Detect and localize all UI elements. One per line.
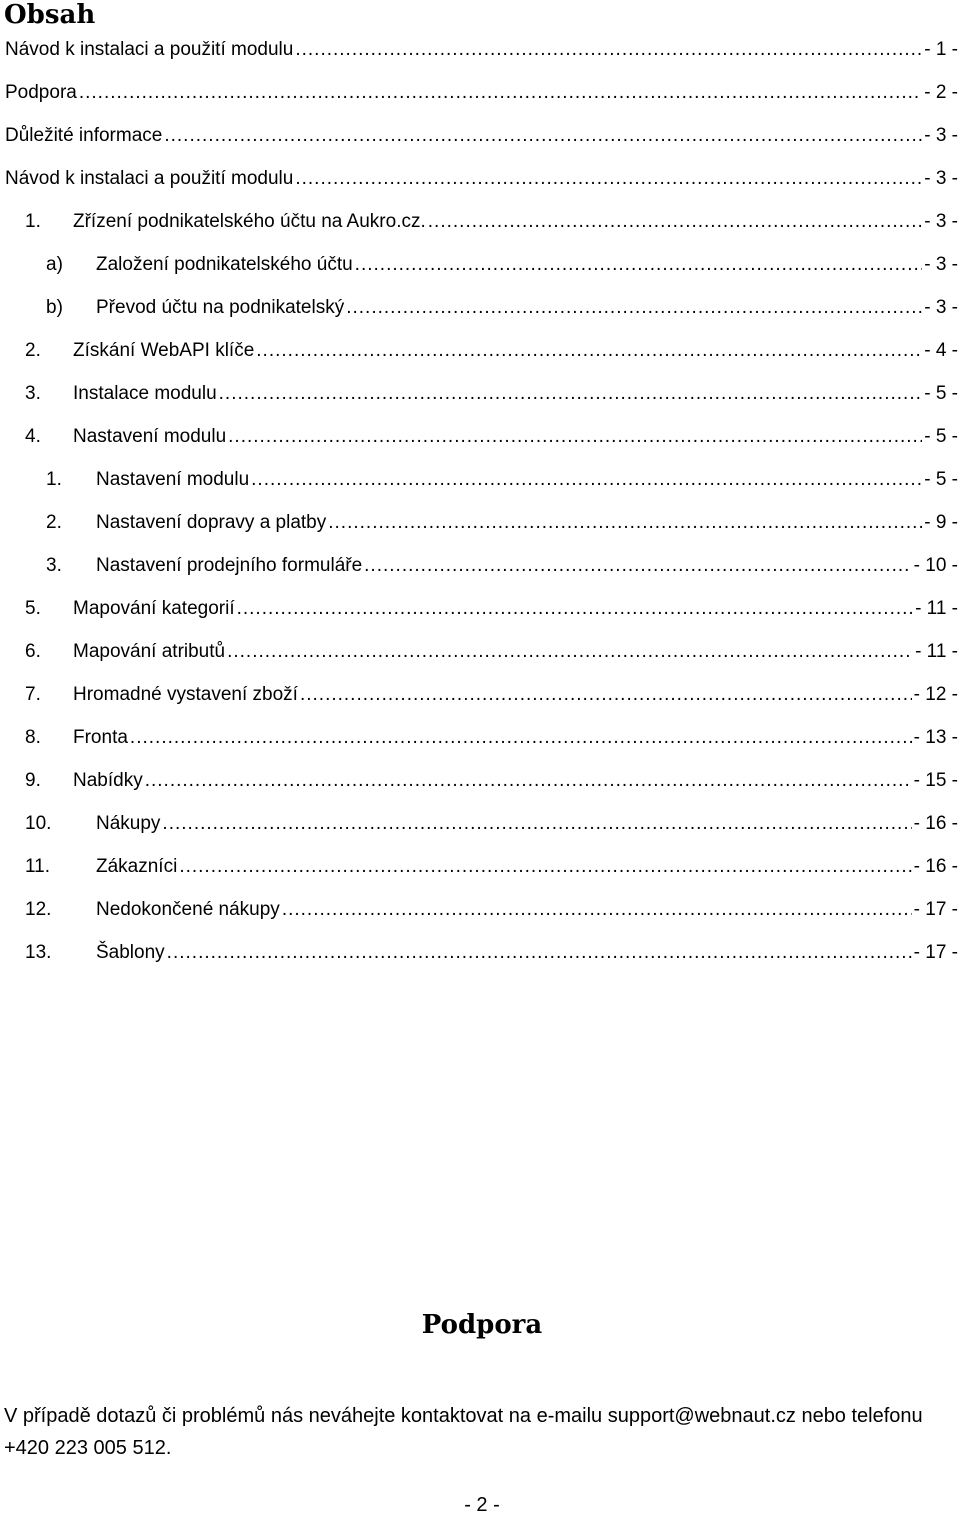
toc-leader-dots	[282, 896, 912, 924]
toc-entry-label: Nastavení prodejního formuláře	[96, 555, 363, 576]
toc-entry-label: Získání WebAPI klíče	[73, 340, 255, 361]
toc-entry-number: 1.	[25, 211, 41, 232]
toc-entry[interactable]	[0, 810, 958, 838]
toc-entry-label: Návod k instalaci a použití modulu	[5, 168, 294, 189]
toc-entry[interactable]	[0, 251, 958, 279]
toc-entry[interactable]	[0, 466, 958, 494]
toc-entry[interactable]	[0, 681, 958, 709]
toc-entry-number: 10.	[25, 813, 52, 834]
toc-entry-label: Fronta	[73, 727, 128, 748]
toc-leader-dots	[364, 552, 911, 580]
toc-entry-page: - 12 -	[913, 684, 958, 705]
toc-entry[interactable]	[0, 939, 958, 967]
toc-entry-label: Šablony	[96, 942, 165, 963]
toc-entry-page: - 3 -	[924, 168, 958, 189]
toc-entry[interactable]	[0, 552, 958, 580]
toc-leader-dots	[227, 638, 913, 666]
toc-leader-dots	[164, 122, 922, 150]
toc-entry-number: a)	[46, 254, 63, 275]
toc-leader-dots	[130, 724, 912, 752]
toc-entry-label: Založení podnikatelského účtu	[96, 254, 353, 275]
toc-entry-page: - 3 -	[924, 297, 958, 318]
toc-entry-label: Převod účtu na podnikatelský	[96, 297, 345, 318]
toc-entry-page: - 5 -	[924, 469, 958, 490]
toc-entry-label: Nastavení dopravy a platby	[96, 512, 327, 533]
toc-entry-number: 1.	[46, 469, 62, 490]
toc-entry[interactable]	[0, 380, 958, 408]
support-contact-text: V případě dotazů či problémů nás neváhejte kontaktovat na e-mailu support@webnaut.cz nebo telefonu +420 223 005 512.	[4, 1405, 923, 1459]
toc-entry-page: - 15 -	[913, 770, 958, 791]
toc-entry-label: Důležité informace	[5, 125, 163, 146]
support-heading: Podpora	[421, 1310, 543, 1340]
toc-entry-page: - 17 -	[913, 899, 958, 920]
toc-entry-page: - 1 -	[924, 39, 958, 60]
toc-entry-page: - 3 -	[924, 254, 958, 275]
toc-entry-number: 3.	[25, 383, 41, 404]
toc-entry-label: Podpora	[5, 82, 77, 103]
toc-entry-number: 3.	[46, 555, 62, 576]
toc-entry-page: - 17 -	[913, 942, 958, 963]
toc-entry[interactable]	[0, 638, 958, 666]
toc-leader-dots	[256, 337, 922, 365]
toc-entry[interactable]	[0, 509, 958, 537]
toc-leader-dots	[79, 79, 922, 107]
toc-entry-number: 9.	[25, 770, 41, 791]
toc-entry-page: - 10 -	[913, 555, 958, 576]
toc-entry[interactable]	[0, 423, 958, 451]
toc-entry-page: - 5 -	[924, 383, 958, 404]
toc-entry-label: Instalace modulu	[73, 383, 217, 404]
toc-leader-dots	[355, 251, 923, 279]
toc-entry[interactable]	[0, 595, 958, 623]
toc-entry-number: b)	[46, 297, 63, 318]
toc-entry-page: - 11 -	[915, 598, 958, 619]
toc-entry-label: Hromadné vystavení zboží	[73, 684, 298, 705]
toc-entry-number: 4.	[25, 426, 41, 447]
toc-entry-page: - 3 -	[924, 211, 958, 232]
toc-leader-dots	[295, 165, 922, 193]
toc-entry-number: 7.	[25, 684, 41, 705]
toc-entry-label: Zřízení podnikatelského účtu na Aukro.cz.	[73, 211, 426, 232]
toc-leader-dots	[328, 509, 922, 537]
toc-leader-dots	[228, 423, 922, 451]
toc-leader-dots	[428, 208, 922, 236]
toc-entry-page: - 11 -	[915, 641, 958, 662]
toc-entry[interactable]	[0, 337, 958, 365]
toc-leader-dots	[295, 36, 922, 64]
toc-entry[interactable]	[0, 36, 958, 64]
toc-entry-label: Nastavení modulu	[73, 426, 227, 447]
toc-entry-number: 2.	[46, 512, 62, 533]
toc-leader-dots	[237, 595, 913, 623]
toc-entry-label: Zákazníci	[96, 856, 178, 877]
toc-entry-label: Mapování atributů	[73, 641, 226, 662]
toc-entry-number: 6.	[25, 641, 41, 662]
toc-entry[interactable]	[0, 79, 958, 107]
toc-entry[interactable]	[0, 165, 958, 193]
toc-leader-dots	[251, 466, 922, 494]
toc-leader-dots	[162, 810, 911, 838]
toc-entry[interactable]	[0, 208, 958, 236]
toc-entry[interactable]	[0, 896, 958, 924]
toc-entry-number: 2.	[25, 340, 41, 361]
toc-entry-page: - 3 -	[924, 125, 958, 146]
toc-entry[interactable]	[0, 724, 958, 752]
toc-entry-number: 5.	[25, 598, 41, 619]
toc-entry-label: Nabídky	[73, 770, 143, 791]
toc-entry-label: Nedokončené nákupy	[96, 899, 280, 920]
toc-leader-dots	[145, 767, 912, 795]
toc-leader-dots	[219, 380, 923, 408]
toc-entry-number: 12.	[25, 899, 52, 920]
toc-entry[interactable]	[0, 122, 958, 150]
toc-entry-label: Nastavení modulu	[96, 469, 250, 490]
toc-entry-page: - 9 -	[924, 512, 958, 533]
page-number: - 2 -	[464, 1494, 500, 1516]
toc-entry-page: - 5 -	[924, 426, 958, 447]
toc-leader-dots	[179, 853, 911, 881]
toc-entry-number: 8.	[25, 727, 41, 748]
toc-entry[interactable]	[0, 294, 958, 322]
toc-entry-page: - 16 -	[913, 813, 958, 834]
toc-entry-page: - 4 -	[924, 340, 958, 361]
toc-entry-page: - 2 -	[924, 82, 958, 103]
toc-entry-number: 13.	[25, 942, 52, 963]
toc-entry[interactable]	[0, 767, 958, 795]
toc-entry[interactable]	[0, 853, 958, 881]
toc-leader-dots	[300, 681, 912, 709]
toc-leader-dots	[346, 294, 922, 322]
toc-heading: Obsah	[4, 0, 96, 30]
toc-entry-page: - 13 -	[913, 727, 958, 748]
toc-leader-dots	[167, 939, 912, 967]
toc-entry-page: - 16 -	[913, 856, 958, 877]
toc-entry-label: Návod k instalaci a použití modulu	[5, 39, 294, 60]
toc-entry-label: Nákupy	[96, 813, 161, 834]
toc-entry-label: Mapování kategorií	[73, 598, 235, 619]
toc-entry-number: 11.	[25, 856, 51, 877]
